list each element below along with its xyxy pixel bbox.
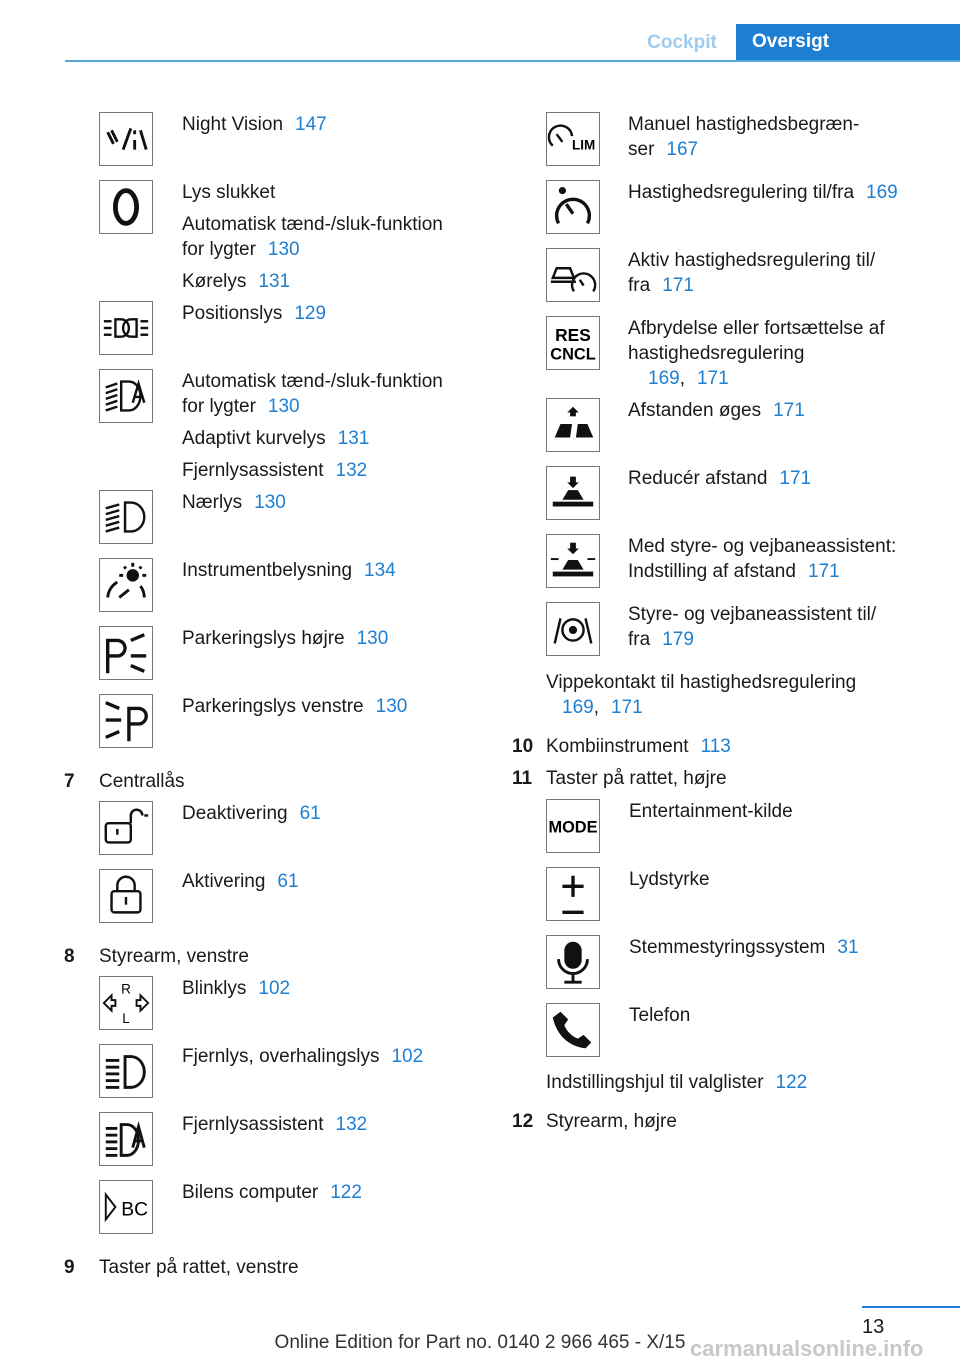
lydstyrke-label: Lydstyrke [629, 869, 710, 890]
page-link[interactable]: 61 [277, 871, 299, 892]
page-link[interactable]: 122 [330, 1182, 362, 1203]
svg-text:R: R [121, 981, 131, 997]
manuel-entry: ser 167 [628, 139, 699, 160]
med-styre-entry: Indstilling af afstand 171 [628, 561, 840, 582]
page-link[interactable]: 134 [364, 560, 396, 581]
manuel-label: Manuel hastighedsbegræn- [628, 114, 860, 135]
distance-decrease-icon [546, 466, 600, 520]
speed-limiter-icon [546, 112, 600, 166]
page-link[interactable]: 113 [700, 736, 731, 757]
entertainment-label: Entertainment-kilde [629, 801, 793, 822]
res-cncl-icon [546, 316, 600, 370]
aktiv-label: Aktiv hastighedsregulering til/ [628, 250, 876, 271]
adaptivt-entry: Adaptivt kurvelys 131 [182, 428, 370, 449]
night-vision-entry: Night Vision 147 [182, 114, 327, 135]
page-link[interactable]: 171 [807, 561, 840, 582]
park-hojre-entry: Parkeringslys højre 130 [182, 628, 389, 649]
svg-text:RES: RES [555, 325, 591, 346]
auto-light-label-1: Automatisk tænd-/sluk-funktion [182, 214, 443, 235]
hastreg-entry: Hastighedsregulering til/fra 169 [628, 182, 898, 203]
page-link[interactable]: 131 [337, 428, 370, 449]
page-link[interactable]: 169 [866, 182, 898, 203]
korelys-entry: Kørelys 131 [182, 271, 291, 292]
page-link[interactable]: 102 [258, 978, 291, 999]
fjernlysassistent-entry-2: Fjernlysassistent 132 [182, 1114, 368, 1135]
parking-light-right-icon [99, 626, 153, 680]
lys-slukket-label: Lys slukket [182, 182, 276, 203]
instrument-lighting-icon [99, 558, 153, 612]
phone-icon [546, 1003, 600, 1057]
page-link[interactable]: 147 [295, 114, 327, 135]
styre-entry: fra 179 [628, 629, 694, 650]
med-styre-label: Med styre- og vejbaneassistent: [628, 536, 897, 557]
page-link[interactable]: 102 [391, 1046, 424, 1067]
page-link[interactable]: 130 [375, 696, 408, 717]
svg-text:L: L [122, 1011, 130, 1027]
page-link[interactable]: 169 [562, 697, 594, 718]
turn-signal-icon [99, 976, 153, 1030]
naerlys-entry: Nærlys 130 [182, 492, 286, 513]
page-link[interactable]: 132 [335, 460, 368, 481]
section-title-9: Taster på rattet, venstre [99, 1257, 299, 1278]
light-off-icon [99, 180, 153, 234]
vippe-pages: 169, 171 [562, 697, 643, 718]
auto-headlight-icon [99, 369, 153, 423]
vippe-label: Vippekontakt til hastighedsregulering [546, 672, 857, 693]
steering-assistant-icon [546, 602, 600, 656]
page-link[interactable]: 130 [267, 396, 300, 417]
distance-increase-icon [546, 398, 600, 452]
page-link[interactable]: 171 [662, 275, 694, 296]
active-cruise-icon [546, 248, 600, 302]
header-rule [65, 60, 960, 62]
page-link[interactable]: 31 [837, 937, 859, 958]
telefon-label: Telefon [629, 1005, 691, 1026]
volume-icon [546, 867, 600, 921]
mode-icon [546, 799, 600, 853]
unlock-icon [99, 801, 153, 855]
tab-cockpit[interactable]: Cockpit [647, 32, 717, 53]
section-number-8: 8 [64, 946, 75, 967]
afstand-oges-entry: Afstanden øges 171 [628, 400, 805, 421]
styre-label: Styre- og vejbaneassistent til/ [628, 604, 877, 625]
page-number: 13 [862, 1316, 885, 1338]
aktiv-entry: fra 171 [628, 275, 694, 296]
fjernlys-entry: Fjernlys, overhalingslys 102 [182, 1046, 424, 1067]
reducer-entry: Reducér afstand 171 [628, 468, 812, 489]
deaktivering-entry: Deaktivering 61 [182, 803, 321, 824]
lane-distance-icon [546, 534, 600, 588]
bilens-entry: Bilens computer 122 [182, 1182, 362, 1203]
page-link[interactable]: 130 [356, 628, 389, 649]
page-link[interactable]: 171 [779, 468, 812, 489]
svg-text:LIM: LIM [571, 137, 596, 153]
page-link[interactable]: 130 [254, 492, 286, 513]
svg-text:CNCL: CNCL [550, 345, 596, 364]
footer-rule [862, 1306, 960, 1308]
section-title-7: Centrallås [99, 771, 185, 792]
section-number-12: 12 [512, 1111, 534, 1132]
indstillingshjul-entry: Indstillingshjul til valglister 122 [546, 1072, 808, 1093]
page-link[interactable]: 129 [294, 303, 327, 324]
aktivering-entry: Aktivering 61 [182, 871, 299, 892]
page-link[interactable]: 171 [610, 697, 643, 718]
auto-light-entry-2: for lygter 130 [182, 396, 300, 417]
page-link[interactable]: 131 [258, 271, 291, 292]
parking-light-left-icon [99, 694, 153, 748]
park-venstre-entry: Parkeringslys venstre 130 [182, 696, 408, 717]
low-beam-icon [99, 490, 153, 544]
page-link[interactable]: 171 [773, 400, 805, 421]
page-link[interactable]: 179 [662, 629, 694, 650]
page-link[interactable]: 130 [267, 239, 300, 260]
page-link[interactable]: 167 [666, 139, 699, 160]
night-vision-icon [99, 112, 153, 166]
svg-text:BC: BC [121, 1199, 149, 1221]
blinklys-entry: Blinklys 102 [182, 978, 291, 999]
lock-icon [99, 869, 153, 923]
auto-light-entry-1: for lygter 130 [182, 239, 300, 260]
page-link[interactable]: 122 [775, 1072, 808, 1093]
svg-text:MODE: MODE [548, 818, 598, 837]
section-number-9: 9 [64, 1257, 75, 1278]
instrument-entry: Instrumentbelysning 134 [182, 560, 396, 581]
page-link[interactable]: 171 [696, 368, 729, 389]
auto-light-label-2: Automatisk tænd-/sluk-funktion [182, 371, 443, 392]
section-number-11: 11 [512, 768, 533, 789]
page-link[interactable]: 169 [648, 368, 680, 389]
afbrydelse-pages: 169, 171 [648, 368, 729, 389]
tab-oversigt[interactable]: Oversigt [736, 24, 960, 60]
high-beam-icon [99, 1044, 153, 1098]
stemme-entry: Stemmestyringssystem 31 [629, 937, 859, 958]
watermark: carmanualsonline.info [690, 1336, 924, 1361]
cruise-control-icon [546, 180, 600, 234]
section-number-10: 10 [512, 736, 534, 757]
section-number-7: 7 [64, 771, 75, 792]
high-beam-assistant-icon [99, 1112, 153, 1166]
positionslys-entry: Positionslys 129 [182, 303, 327, 324]
board-computer-icon [99, 1180, 153, 1234]
edition-footer: Online Edition for Part no. 0140 2 966 465 - X/15 [274, 1332, 686, 1353]
section-title-8: Styrearm, venstre [99, 946, 249, 967]
section-title-12: Styrearm, højre [546, 1111, 677, 1132]
section-title-10: Kombiinstrument 113 [546, 736, 731, 757]
page-link[interactable]: 132 [335, 1114, 368, 1135]
fjernlysassistent-entry-1: Fjernlysassistent 132 [182, 460, 368, 481]
section-title-11: Taster på rattet, højre [546, 768, 727, 789]
page-link[interactable]: 61 [299, 803, 321, 824]
microphone-icon [546, 935, 600, 989]
position-light-icon [99, 301, 153, 355]
afbrydelse-label-2: hastighedsregulering [628, 343, 805, 364]
afbrydelse-label-1: Afbrydelse eller fortsættelse af [628, 318, 885, 339]
